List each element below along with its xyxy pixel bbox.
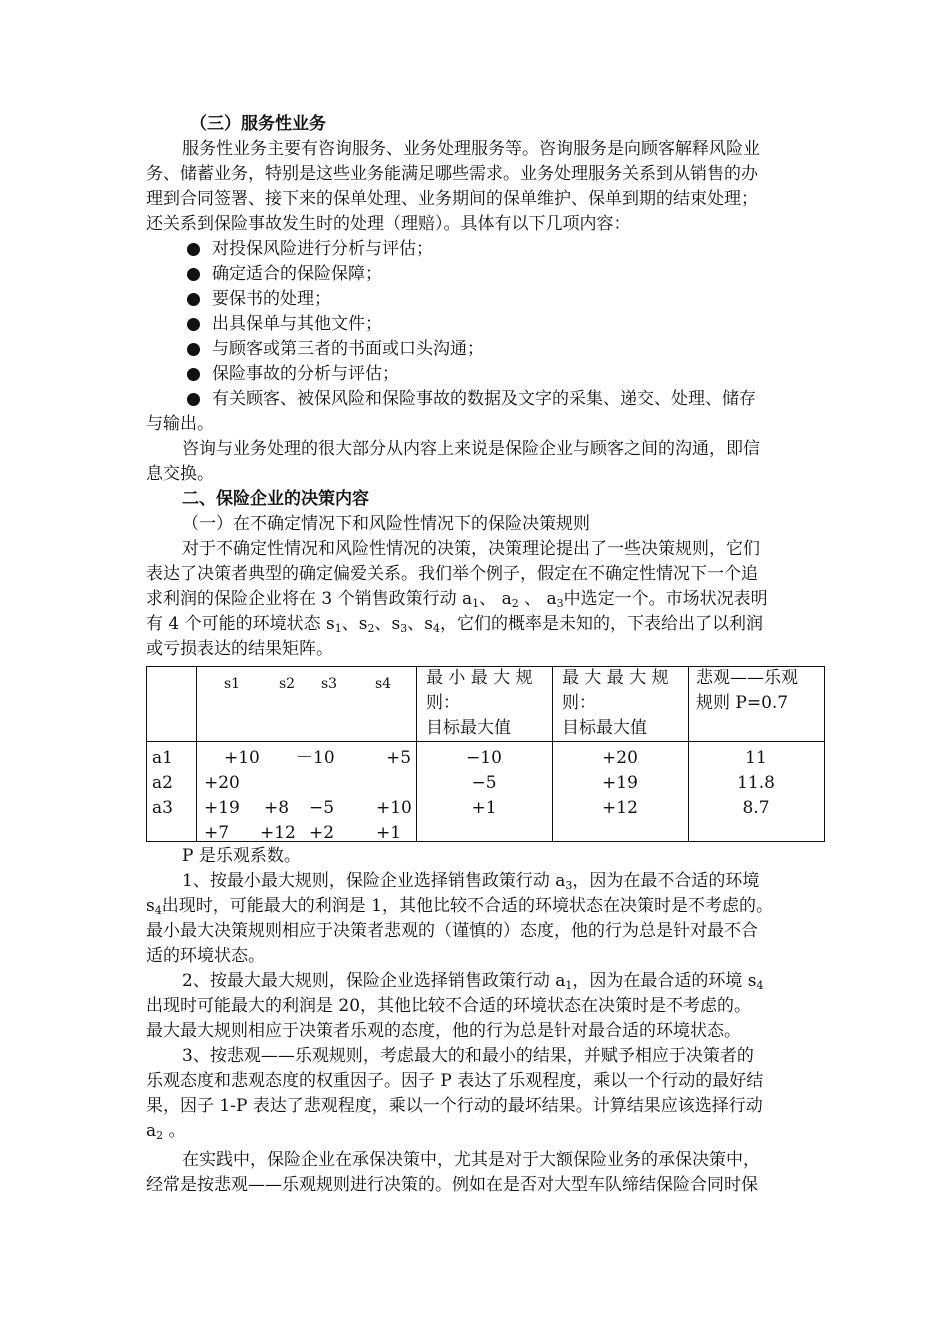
bullet-dot-icon bbox=[187, 243, 200, 256]
table-cell: 8.7 bbox=[742, 798, 770, 818]
paragraph-line: 或亏损表达的结果矩阵。 bbox=[146, 639, 333, 659]
document-page bbox=[146, 112, 834, 1198]
table-divider bbox=[146, 741, 824, 742]
header-pessimism: 悲观——乐观 bbox=[696, 668, 798, 688]
table-cell: +10 bbox=[376, 798, 412, 818]
table-cell: −5 bbox=[471, 773, 497, 793]
table-cell: +19 bbox=[204, 798, 240, 818]
bullet-item: 确定适合的保险保障； bbox=[146, 262, 834, 287]
state-header-s1: s1 bbox=[224, 676, 241, 692]
bullet-dot-icon bbox=[187, 368, 200, 381]
paragraph-line: 最小最大决策规则相应于决策者悲观的（谨慎的）态度，他的行为总是针对最不合 bbox=[146, 921, 758, 941]
paragraph-line: 咨询与业务处理的很大部分从内容上来说是保险企业与顾客之间的沟通，即信 bbox=[182, 439, 760, 459]
table-cell: −10 bbox=[466, 748, 502, 768]
section-heading-decision: 二、保险企业的决策内容 bbox=[182, 489, 369, 509]
table-divider bbox=[196, 666, 197, 841]
header-minmax: 则： bbox=[426, 693, 460, 713]
result-matrix-table bbox=[146, 666, 834, 844]
header-maxmax: 目标最大值 bbox=[562, 718, 647, 738]
table-cell: −5 bbox=[309, 798, 335, 818]
header-minmax: 最 小 最 大 规 bbox=[426, 668, 533, 688]
paragraph-line: 理到合同签署、接下来的保单处理、业务期间的保单维护、保单到期的结束处理； bbox=[146, 189, 758, 209]
paragraph-line: 乐观态度和悲观态度的权重因子。因子 P 表达了乐观程度，乘以一个行动的最好结 bbox=[146, 1071, 764, 1091]
table-cell: 11 bbox=[745, 748, 767, 768]
bullet-item: 与顾客或第三者的书面或口头沟通； bbox=[146, 337, 834, 362]
paragraph-line: 有 4 个可能的环境状态 $s_1$、$s_2$、$s_3$、$s_4$，它们的概率是未知的，下表给出了以利润 bbox=[146, 614, 763, 635]
paragraph-line: 服务性业务主要有咨询服务、业务处理服务等。咨询服务是向顾客解释风险业 bbox=[182, 139, 760, 159]
table-cell: +2 bbox=[309, 823, 335, 843]
paragraph-line: 适的环境状态。 bbox=[146, 946, 265, 966]
paragraph-line: $s_4$出现时，可能最大的利润是 1，其他比较不合适的环境状态在决策时是不考虑的。 bbox=[146, 896, 773, 917]
paragraph-line: 最大最大规则相应于决策者乐观的态度，他的行为总是针对最合适的环境状态。 bbox=[146, 1021, 741, 1041]
header-maxmax: 最 大 最 大 规 bbox=[562, 668, 669, 688]
bullet-dot-icon bbox=[187, 268, 200, 281]
bullet-item: 对投保风险进行分析与评估； bbox=[146, 237, 834, 262]
table-cell: +1 bbox=[471, 798, 497, 818]
paragraph-line: 在实践中，保险企业在承保决策中，尤其是对于大额保险业务的承保决策中， bbox=[182, 1150, 760, 1170]
table-cell: +20 bbox=[204, 773, 240, 793]
table-cell: －10 bbox=[296, 748, 335, 768]
paragraph-line: 还关系到保险事故发生时的处理（理赔）。具体有以下几项内容： bbox=[146, 214, 631, 234]
table-cell: +1 bbox=[376, 823, 402, 843]
table-cell: 11.8 bbox=[737, 773, 775, 793]
table-cell: +7 bbox=[204, 823, 230, 843]
table-cell: +5 bbox=[386, 748, 412, 768]
row-label-a2: a2 bbox=[152, 773, 173, 793]
table-cell: +10 bbox=[224, 748, 260, 768]
subsection-heading-rules: （一）在不确定情况下和风险性情况下的保险决策规则 bbox=[182, 514, 590, 534]
bullet-item: 保险事故的分析与评估； bbox=[146, 362, 834, 387]
paragraph-line: 表达了决策者典型的确定偏爱关系。我们举个例子，假定在不确定性情况下一个追 bbox=[146, 564, 758, 584]
state-header-s4: s4 bbox=[375, 676, 392, 692]
bullet-item: 要保书的处理； bbox=[146, 287, 834, 312]
paragraph-line: 经常是按悲观——乐观规则进行决策的。例如在是否对大型车队缔结保险合同时保 bbox=[146, 1175, 758, 1195]
paragraph-line: 息交换。 bbox=[146, 464, 214, 484]
paragraph-line: 果，因子 1-P 表达了悲观程度，乘以一个行动的最坏结果。计算结果应该选择行动 bbox=[146, 1096, 763, 1116]
paragraph-line: 出现时可能最大的利润是 20，其他比较不合适的环境状态在决策时是不考虑的。 bbox=[146, 996, 752, 1016]
bullet-dot-icon bbox=[187, 293, 200, 306]
table-note: P 是乐观系数。 bbox=[182, 846, 301, 866]
table-cell: +19 bbox=[602, 773, 638, 793]
paragraph-line: 务、储蓄业务，特别是这些业务能满足哪些需求。业务处理服务关系到从销售的办 bbox=[146, 164, 758, 184]
table-cell: +12 bbox=[260, 823, 296, 843]
paragraph-line: $a_2$ 。 bbox=[146, 1121, 186, 1142]
table-cell: +8 bbox=[264, 798, 290, 818]
row-label-a3: a3 bbox=[152, 798, 173, 818]
paragraph-line: 1、按最小最大规则，保险企业选择销售政策行动 $a_3$，因为在最不合适的环境 bbox=[182, 871, 760, 892]
row-label-a1: a1 bbox=[152, 748, 173, 768]
section-heading-services: （三）服务性业务 bbox=[190, 114, 326, 134]
header-maxmax: 则： bbox=[562, 693, 596, 713]
paragraph-line: 对于不确定性情况和风险性情况的决策，决策理论提出了一些决策规则，它们 bbox=[182, 539, 760, 559]
bullet-item: 出具保单与其他文件； bbox=[146, 312, 834, 337]
bullet-continuation: 与输出。 bbox=[146, 414, 214, 434]
paragraph-line: 求利润的保险企业将在 3 个销售政策行动 $a_1$、 $a_2$ 、 $a_3$中选定一个。市场状况表明 bbox=[146, 589, 768, 610]
bullet-dot-icon bbox=[187, 343, 200, 356]
table-cell: +12 bbox=[602, 798, 638, 818]
bullet-item: 有关顾客、被保风险和保险事故的数据及文字的采集、递交、处理、储存 bbox=[146, 387, 834, 412]
header-minmax: 目标最大值 bbox=[426, 718, 511, 738]
header-pessimism: 规则 P=0.7 bbox=[696, 693, 789, 713]
bullet-dot-icon bbox=[187, 393, 200, 406]
bullet-dot-icon bbox=[187, 318, 200, 331]
table-cell: +20 bbox=[602, 748, 638, 768]
paragraph-line: 2、按最大最大规则，保险企业选择销售政策行动 $a_1$，因为在最合适的环境 $s_4$ bbox=[182, 971, 764, 992]
state-header-s2: s2 bbox=[279, 676, 296, 692]
paragraph-line: 3、按悲观——乐观规则，考虑最大的和最小的结果，并赋予相应于决策者的 bbox=[182, 1046, 754, 1066]
state-header-s3: s3 bbox=[321, 676, 338, 692]
